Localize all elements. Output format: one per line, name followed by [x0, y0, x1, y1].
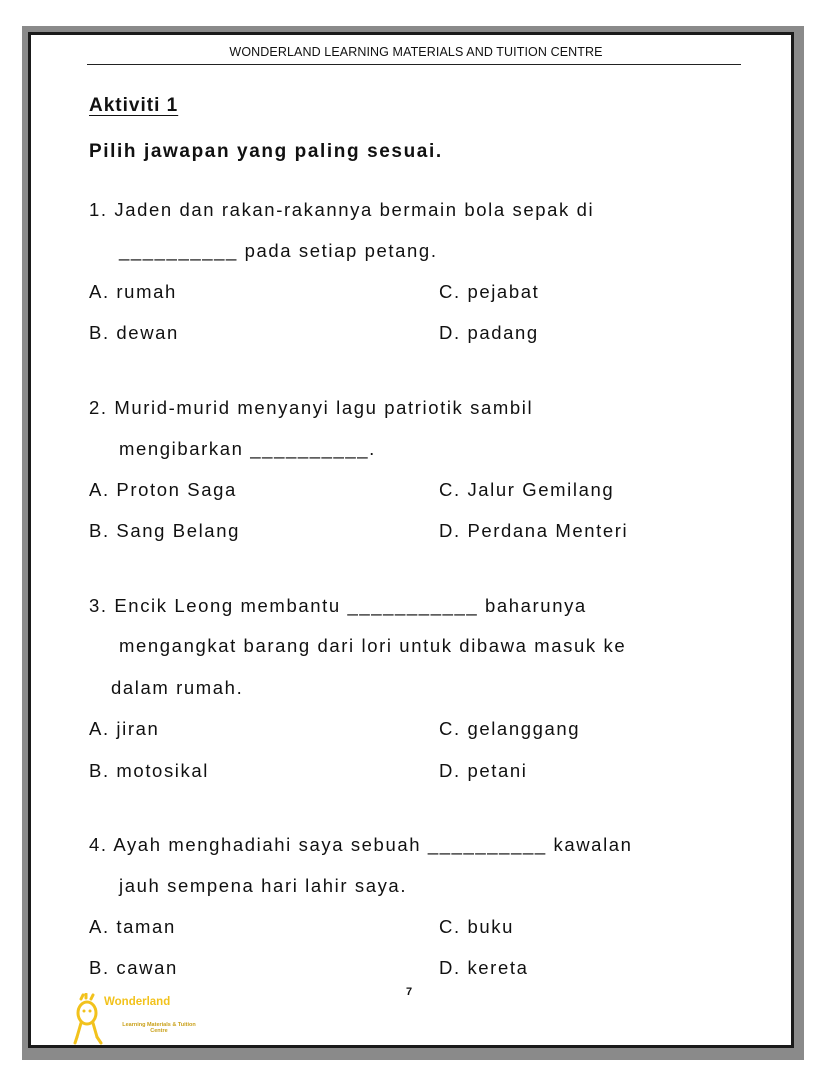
question-4-option-c: C. buku [439, 916, 514, 937]
header-divider [87, 64, 741, 65]
question-4-option-b: B. cawan [89, 957, 178, 978]
question-2-option-a: A. Proton Saga [89, 479, 237, 500]
logo-subtitle: Learning Materials & Tuition Centre [122, 1022, 196, 1034]
centre-header: WONDERLAND LEARNING MATERIALS AND TUITION CENTRE [229, 45, 603, 59]
question-2-option-c: C. Jalur Gemilang [439, 479, 615, 500]
question-1-option-a: A. rumah [89, 281, 177, 302]
question-3-option-c: C. gelanggang [439, 718, 581, 739]
question-1-line-1: 1. Jaden dan rakan-rakannya bermain bola sepak di [89, 199, 595, 220]
question-3-line-1: 3. Encik Leong membantu ___________ baharunya [89, 595, 587, 616]
question-1-option-d: D. padang [439, 322, 539, 343]
question-3-line-3: dalam rumah. [111, 677, 244, 698]
question-1-line-2: __________ pada setiap petang. [119, 240, 438, 261]
logo-name: Wonderland [104, 996, 171, 1008]
page-number: 7 [406, 986, 413, 998]
question-4-option-d: D. kereta [439, 957, 529, 978]
wonderland-mascot-icon [71, 993, 105, 1045]
question-4-option-a: A. taman [89, 916, 176, 937]
question-3-option-b: B. motosikal [89, 760, 209, 781]
question-3-option-d: D. petani [439, 760, 528, 781]
activity-instruction: Pilih jawapan yang paling sesuai. [89, 141, 443, 162]
question-3-option-a: A. jiran [89, 718, 160, 739]
question-2-line-2: mengibarkan __________. [119, 438, 376, 459]
activity-title: Aktiviti 1 [89, 95, 179, 116]
worksheet-page [28, 32, 794, 1048]
question-2-option-b: B. Sang Belang [89, 520, 240, 541]
question-1-option-b: B. dewan [89, 322, 179, 343]
question-4-line-2: jauh sempena hari lahir saya. [119, 875, 408, 896]
question-1-option-c: C. pejabat [439, 281, 540, 302]
question-3-line-2: mengangkat barang dari lori untuk dibawa masuk ke [119, 635, 627, 656]
wonderland-logo [71, 993, 211, 1045]
question-2-line-1: 2. Murid-murid menyanyi lagu patriotik sambil [89, 397, 534, 418]
question-2-option-d: D. Perdana Menteri [439, 520, 629, 541]
question-4-line-1: 4. Ayah menghadiahi saya sebuah __________ kawalan [89, 834, 633, 855]
